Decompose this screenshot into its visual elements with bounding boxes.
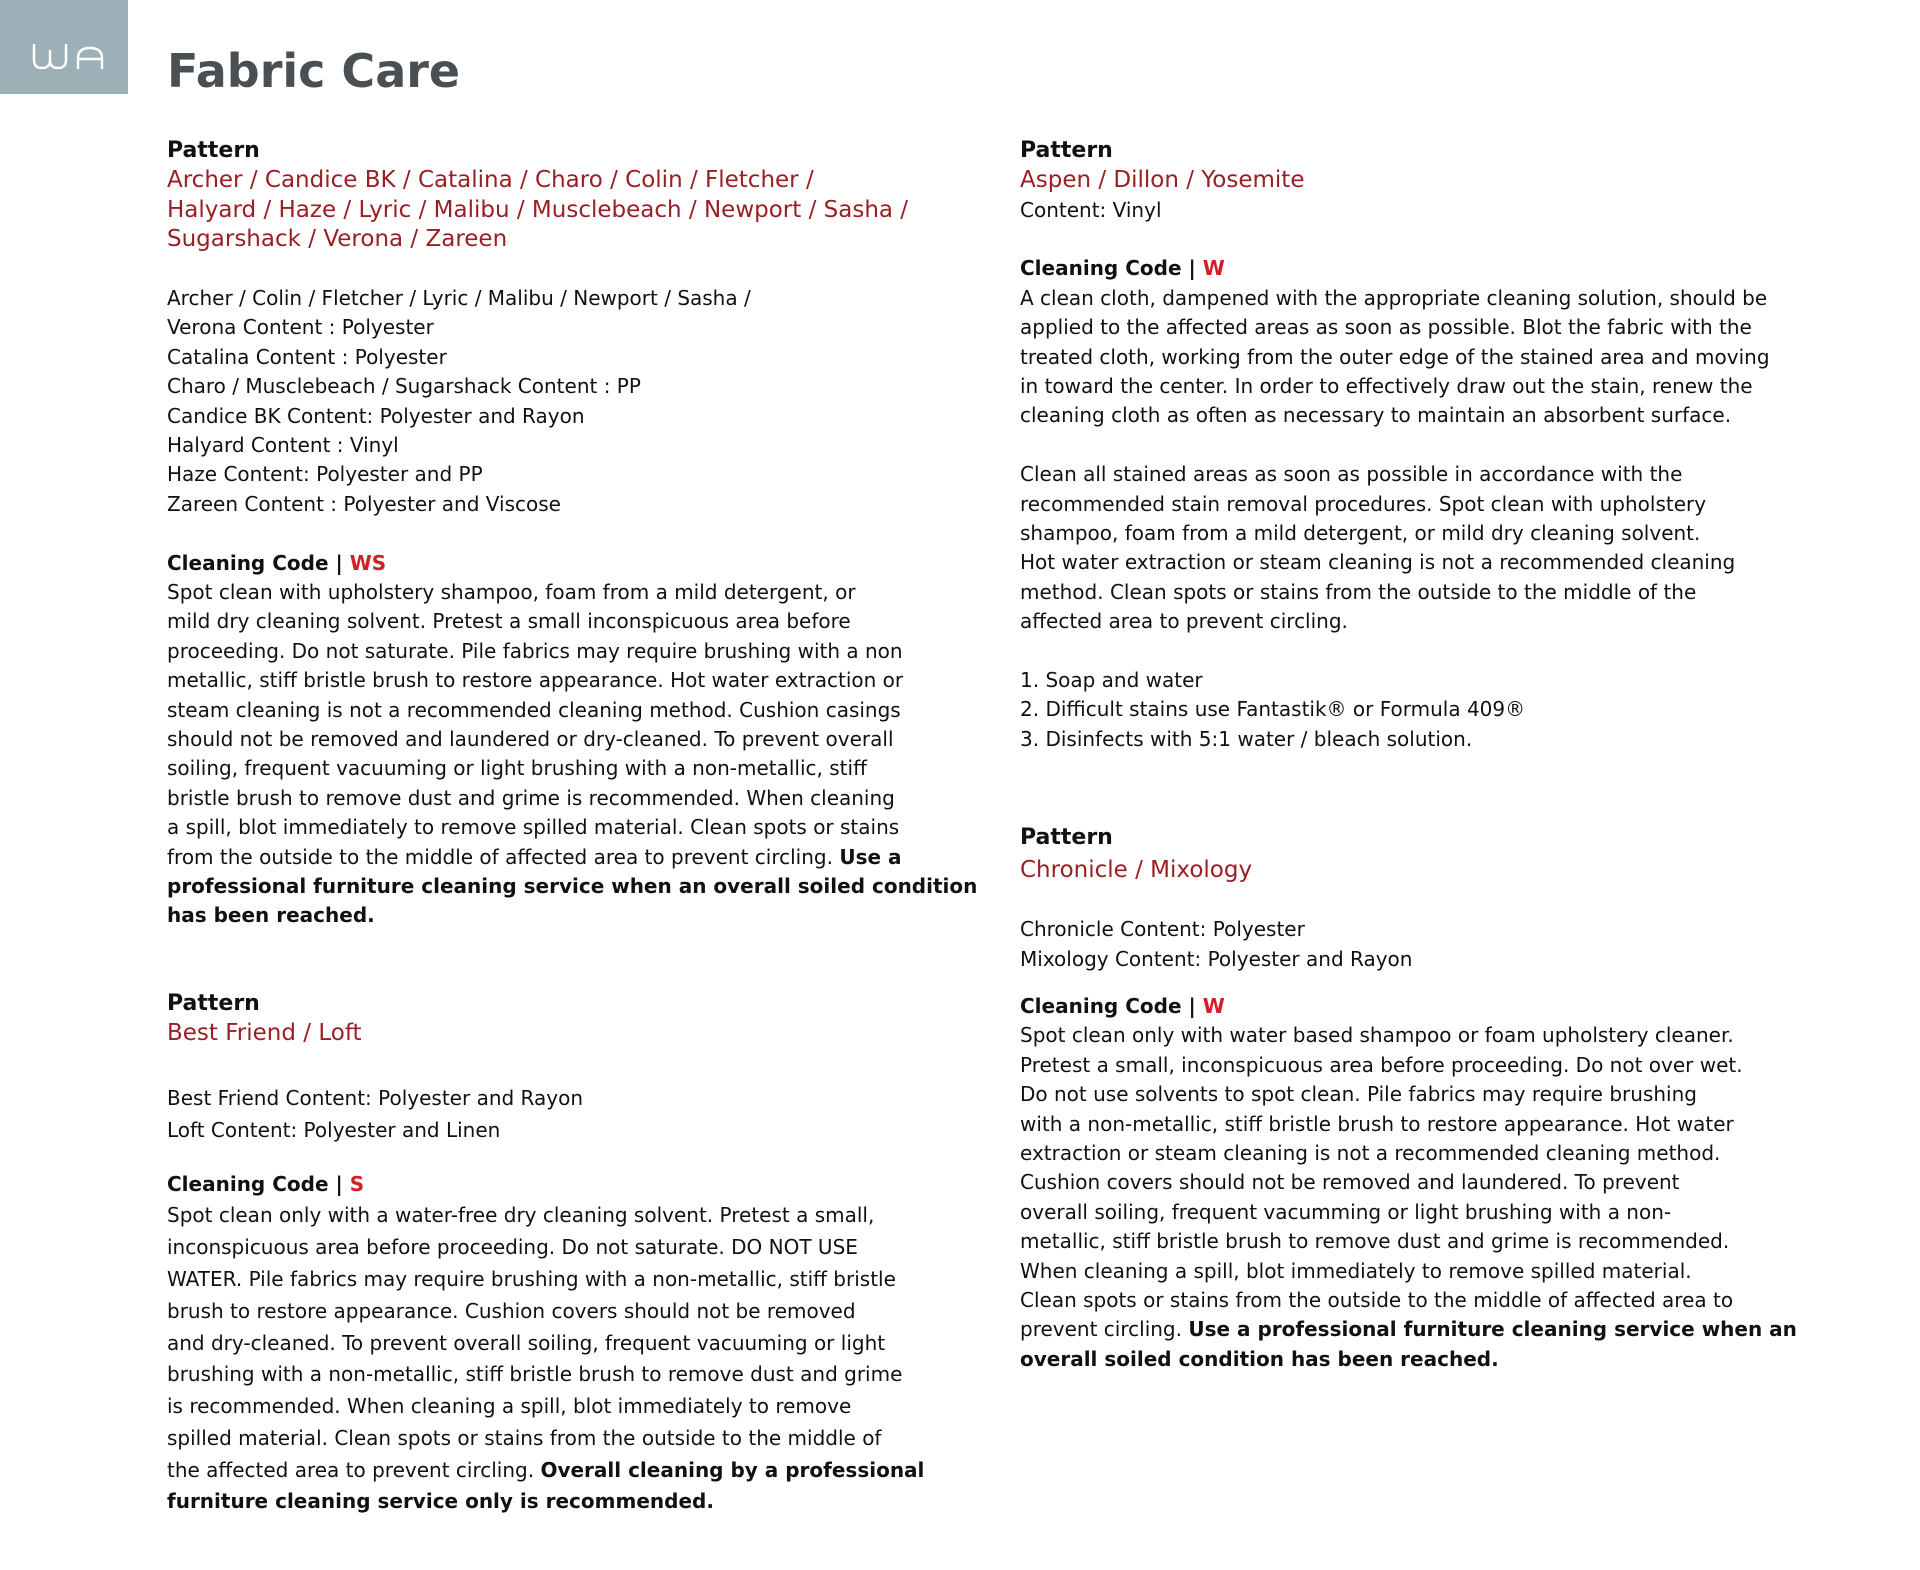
text-line: cleaning cloth as often as necessary to maintain an absorbent surface.: [1020, 403, 1732, 428]
pattern-section: [167, 989, 925, 1518]
pattern-label: Pattern: [1020, 138, 1113, 163]
pattern-names: Best Friend / Loft: [167, 1019, 362, 1046]
pattern-line: Archer / Candice BK / Catalina / Charo / Colin / Fletcher /: [167, 167, 814, 193]
text-line: Spot clean only with water based shampoo or foam upholstery cleaner.: [1020, 1023, 1734, 1048]
cleaning-instructions: [1020, 1021, 1797, 1374]
content-line: Best Friend Content: Polyester and Rayon: [167, 1086, 584, 1111]
pattern-names: Aspen / Dillon / Yosemite: [1020, 167, 1305, 193]
bold-note: Use a professional furniture cleaning service when an: [1188, 1317, 1797, 1342]
text-line: treated cloth, working from the outer edge of the stained area and moving: [1020, 344, 1770, 369]
content-line: Halyard Content : Vinyl: [167, 432, 399, 457]
pattern-names: [167, 166, 907, 255]
content-line: Mixology Content: Polyester and Rayon: [1020, 946, 1413, 971]
text-line: [1020, 1315, 1797, 1344]
text-line: applied to the affected areas as soon as possible. Blot the fabric with the: [1020, 315, 1752, 340]
cleaning-code-value: W: [1202, 993, 1225, 1018]
cleaning-instructions: [167, 578, 978, 931]
text-line: method. Clean spots or stains from the outside to the middle of the: [1020, 579, 1697, 604]
text-fragment: the affected area to prevent circling.: [167, 1457, 541, 1482]
text-line: brushing with a non-metallic, stiff bristle brush to remove dust and grime: [167, 1362, 903, 1387]
brand-logo: [0, 0, 128, 94]
pattern-label: Pattern: [167, 990, 260, 1016]
text-line: Spot clean with upholstery shampoo, foam from a mild detergent, or: [167, 579, 856, 604]
pattern-names: Chronicle / Mixology: [1020, 857, 1253, 884]
text-line: soiling, frequent vacuuming or light brushing with a non-metallic, stiff: [167, 756, 867, 781]
text-line: should not be removed and laundered or dry-cleaned. To prevent overall: [167, 726, 894, 751]
text-line: in toward the center. In order to effectively draw out the stain, renew the: [1020, 373, 1753, 398]
text-line: is recommended. When cleaning a spill, blot immediately to remove: [167, 1394, 852, 1419]
content-line: Chronicle Content: Polyester: [1020, 917, 1305, 942]
bold-note-line: has been reached.: [167, 903, 375, 928]
text-line: inconspicuous area before proceeding. Do not saturate. DO NOT USE: [167, 1235, 858, 1260]
text-line: shampoo, foam from a mild detergent, or mild dry cleaning solvent.: [1020, 520, 1701, 545]
content-line: Haze Content: Polyester and PP: [167, 462, 483, 487]
list-item: 3. Disinfects with 5:1 water / bleach solution.: [1020, 726, 1473, 751]
bold-note-line: professional furniture cleaning service when an overall soiled condition: [167, 874, 978, 898]
cleaning-code-value: WS: [349, 550, 387, 575]
page-title: Fabric Care: [167, 44, 461, 98]
text-line: When cleaning a spill, blot immediately to remove spilled material.: [1020, 1258, 1692, 1283]
bold-note-line: furniture cleaning service only is recommended.: [167, 1489, 714, 1514]
content-line: Catalina Content : Polyester: [167, 344, 447, 369]
text-line: proceeding. Do not saturate. Pile fabrics may require brushing with a non: [167, 638, 903, 663]
cleaning-code: [167, 1168, 907, 1200]
content-list: [167, 284, 907, 519]
text-line: Clean spots or stains from the outside to the middle of affected area to: [1020, 1288, 1734, 1313]
cleaning-code-label: Cleaning Code |: [1020, 993, 1203, 1018]
text-line: spilled material. Clean spots or stains from the outside to the middle of: [167, 1425, 882, 1450]
text-line: A clean cloth, dampened with the appropriate cleaning solution, should be: [1020, 285, 1768, 310]
text-line: Hot water extraction or steam cleaning is not a recommended cleaning: [1020, 550, 1736, 575]
text-line: brush to restore appearance. Cushion covers should not be removed: [167, 1298, 856, 1323]
text-line: WATER. Pile fabrics may require brushing with a non-metallic, stiff bristle: [167, 1266, 896, 1291]
text-line: Clean all stained areas as soon as possible in accordance with the: [1020, 462, 1683, 487]
text-line: bristle brush to remove dust and grime is recommended. When cleaning: [167, 785, 895, 810]
text-line: Pretest a small, inconspicuous area before proceeding. Do not over wet.: [1020, 1052, 1743, 1077]
text-line: Do not use solvents to spot clean. Pile fabrics may require brushing: [1020, 1082, 1697, 1107]
cleaning-code: [1020, 254, 1780, 283]
text-line: overall soiling, frequent vacumming or light brushing with a non-: [1020, 1199, 1672, 1224]
content-line: Charo / Musclebeach / Sugarshack Content : PP: [167, 374, 641, 399]
text-line: extraction or steam cleaning is not a recommended cleaning method.: [1020, 1141, 1721, 1166]
cleaning-code-label: Cleaning Code |: [167, 1172, 350, 1197]
cleaning-code-label: Cleaning Code |: [1020, 256, 1203, 281]
content-line: Archer / Colin / Fletcher / Lyric / Malibu / Newport / Sasha /: [167, 285, 751, 310]
text-line: Spot clean only with a water-free dry cleaning solvent. Pretest a small,: [167, 1203, 875, 1228]
content-line: Content: Vinyl: [1020, 197, 1162, 222]
text-line: recommended stain removal procedures. Spot clean with upholstery: [1020, 491, 1707, 516]
wa-logo-icon: [30, 42, 112, 72]
text-line: mild dry cleaning solvent. Pretest a small inconspicuous area before: [167, 609, 851, 634]
cleaning-instructions: [1020, 284, 1780, 431]
text-line: with a non-metallic, stiff bristle brush to restore appearance. Hot water: [1020, 1111, 1734, 1136]
cleaning-steps-list: [1020, 666, 1780, 754]
text-fragment: prevent circling.: [1020, 1317, 1189, 1342]
pattern-section: [1020, 823, 1797, 1374]
cleaning-instructions: [167, 1200, 925, 1518]
cleaning-code: [1020, 992, 1780, 1021]
pattern-line: Halyard / Haze / Lyric / Malibu / Musclebeach / Newport / Sasha /: [167, 196, 909, 223]
cleaning-code-label: Cleaning Code |: [167, 550, 350, 575]
content-line: Candice BK Content: Polyester and Rayon: [167, 403, 585, 428]
list-item: 1. Soap and water: [1020, 667, 1203, 692]
right-column: [1020, 136, 1797, 1374]
pattern-label: Pattern: [167, 138, 260, 163]
left-column: [167, 136, 978, 1518]
pattern-section: [1020, 136, 1780, 754]
text-line: [167, 843, 907, 872]
content-line: Loft Content: Polyester and Linen: [167, 1118, 501, 1143]
text-line: affected area to prevent circling.: [1020, 609, 1348, 634]
cleaning-code: [167, 549, 907, 578]
text-line: Cushion covers should not be removed and laundered. To prevent: [1020, 1170, 1680, 1195]
pattern-label: Pattern: [1020, 825, 1113, 851]
stain-removal-text: [1020, 460, 1780, 636]
cleaning-code-value: W: [1202, 256, 1225, 281]
content-line: Zareen Content : Polyester and Viscose: [167, 491, 561, 516]
pattern-section: [167, 136, 978, 931]
bold-note: Use a: [839, 844, 902, 869]
pattern-line: Sugarshack / Verona / Zareen: [167, 226, 508, 252]
content-list: [1020, 915, 1780, 974]
text-line: metallic, stiff bristle brush to restore appearance. Hot water extraction or: [167, 668, 904, 693]
bold-note: Overall cleaning by a professional: [540, 1457, 925, 1482]
list-item: 2. Difficult stains use Fantastik® or Formula 409®: [1020, 697, 1526, 722]
text-line: [167, 1455, 925, 1487]
text-line: metallic, stiff bristle brush to remove dust and grime is recommended.: [1020, 1229, 1730, 1254]
text-line: a spill, blot immediately to remove spilled material. Clean spots or stains: [167, 815, 900, 840]
text-line: and dry-cleaned. To prevent overall soiling, frequent vacuuming or light: [167, 1330, 886, 1355]
cleaning-code-value: S: [349, 1172, 365, 1197]
content-list: [167, 1082, 907, 1146]
content-line: Verona Content : Polyester: [167, 315, 434, 340]
text-fragment: from the outside to the middle of affected area to prevent circling.: [167, 844, 840, 869]
text-line: steam cleaning is not a recommended cleaning method. Cushion casings: [167, 697, 901, 722]
bold-note-line: overall soiled condition has been reached.: [1020, 1346, 1499, 1371]
